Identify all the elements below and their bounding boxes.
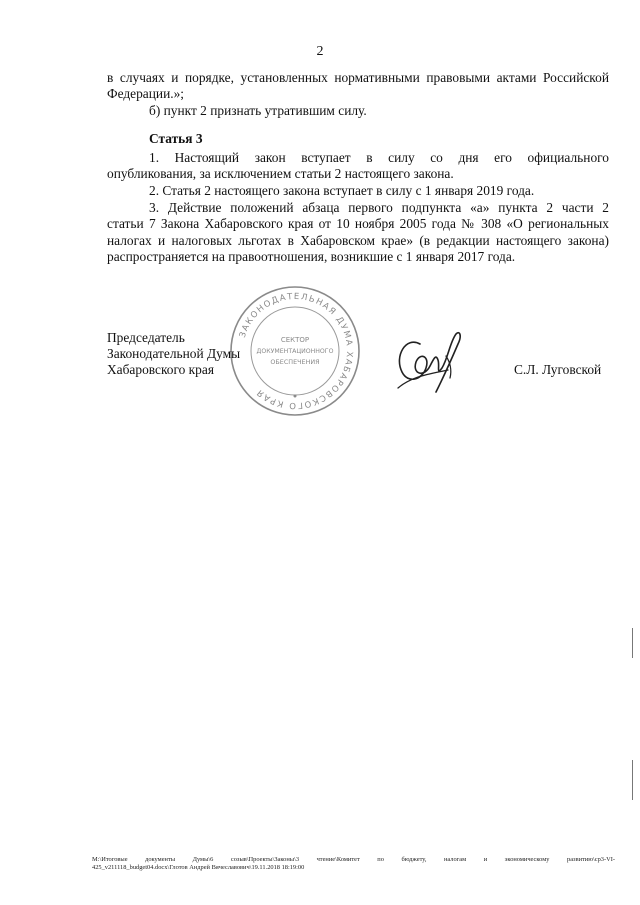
scan-edge-mark — [632, 628, 633, 658]
article-paragraph: налогах и налоговых льготах в Хабаровском крае» (в редакции настоящего закона) — [107, 233, 609, 248]
handwritten-signature — [390, 326, 470, 398]
signatory-title: Хабаровского края — [107, 362, 214, 377]
article-paragraph: 3. Действие положений абзаца первого подпункта «а» пункта 2 части 2 — [149, 200, 609, 215]
file-path-footer: 425_v211118_budget04.docx\Глотов Андрей Вячеславович\19.11.2018 18:19:00 — [92, 864, 305, 871]
article-paragraph: 2. Статья 2 настоящего закона вступает в силу с 1 января 2019 года. — [149, 183, 535, 198]
stamp-ring-text: ЗАКОНОДАТЕЛЬНАЯ ДУМА ХАБАРОВСКОГО КРАЯ — [237, 291, 355, 411]
signatory-title: Председатель — [107, 330, 185, 345]
page-number: 2 — [316, 44, 324, 59]
signer-name: С.Л. Луговской — [514, 362, 602, 377]
article-paragraph: статьи 7 Закона Хабаровского края от 10 ноября 2005 года № 308 «О региональных — [107, 216, 609, 231]
scan-edge-mark — [632, 760, 633, 800]
article-heading: Статья 3 — [149, 131, 203, 146]
article-paragraph: распространяется на правоотношения, возникшие с 1 января 2017 года. — [107, 249, 516, 264]
article-paragraph: 1. Настоящий закон вступает в силу со дня его официального — [149, 150, 609, 165]
article-paragraph: опубликования, за исключением статьи 2 настоящего закона. — [107, 166, 454, 181]
body-line: Федерации.»; — [107, 86, 185, 101]
stamp-center-text: ДОКУМЕНТАЦИОННОГО — [256, 348, 334, 355]
stamp-center-text: ОБЕСПЕЧЕНИЯ — [270, 358, 320, 366]
official-stamp — [228, 284, 362, 418]
file-path-footer: M:\Итоговые документы Думы\6 созыв\Проекты\Законы\3 чтение\Комитет по бюджету, налогам и экономическому развитию\ср3-VI- — [92, 856, 615, 863]
body-line: б) пункт 2 признать утратившим силу. — [149, 103, 367, 118]
stamp-center-text: СЕКТОР — [280, 336, 310, 344]
signatory-title: Законодательной Думы — [107, 346, 241, 361]
body-line: в случаях и порядке, установленных нормативными правовыми актами Российской — [107, 70, 609, 85]
